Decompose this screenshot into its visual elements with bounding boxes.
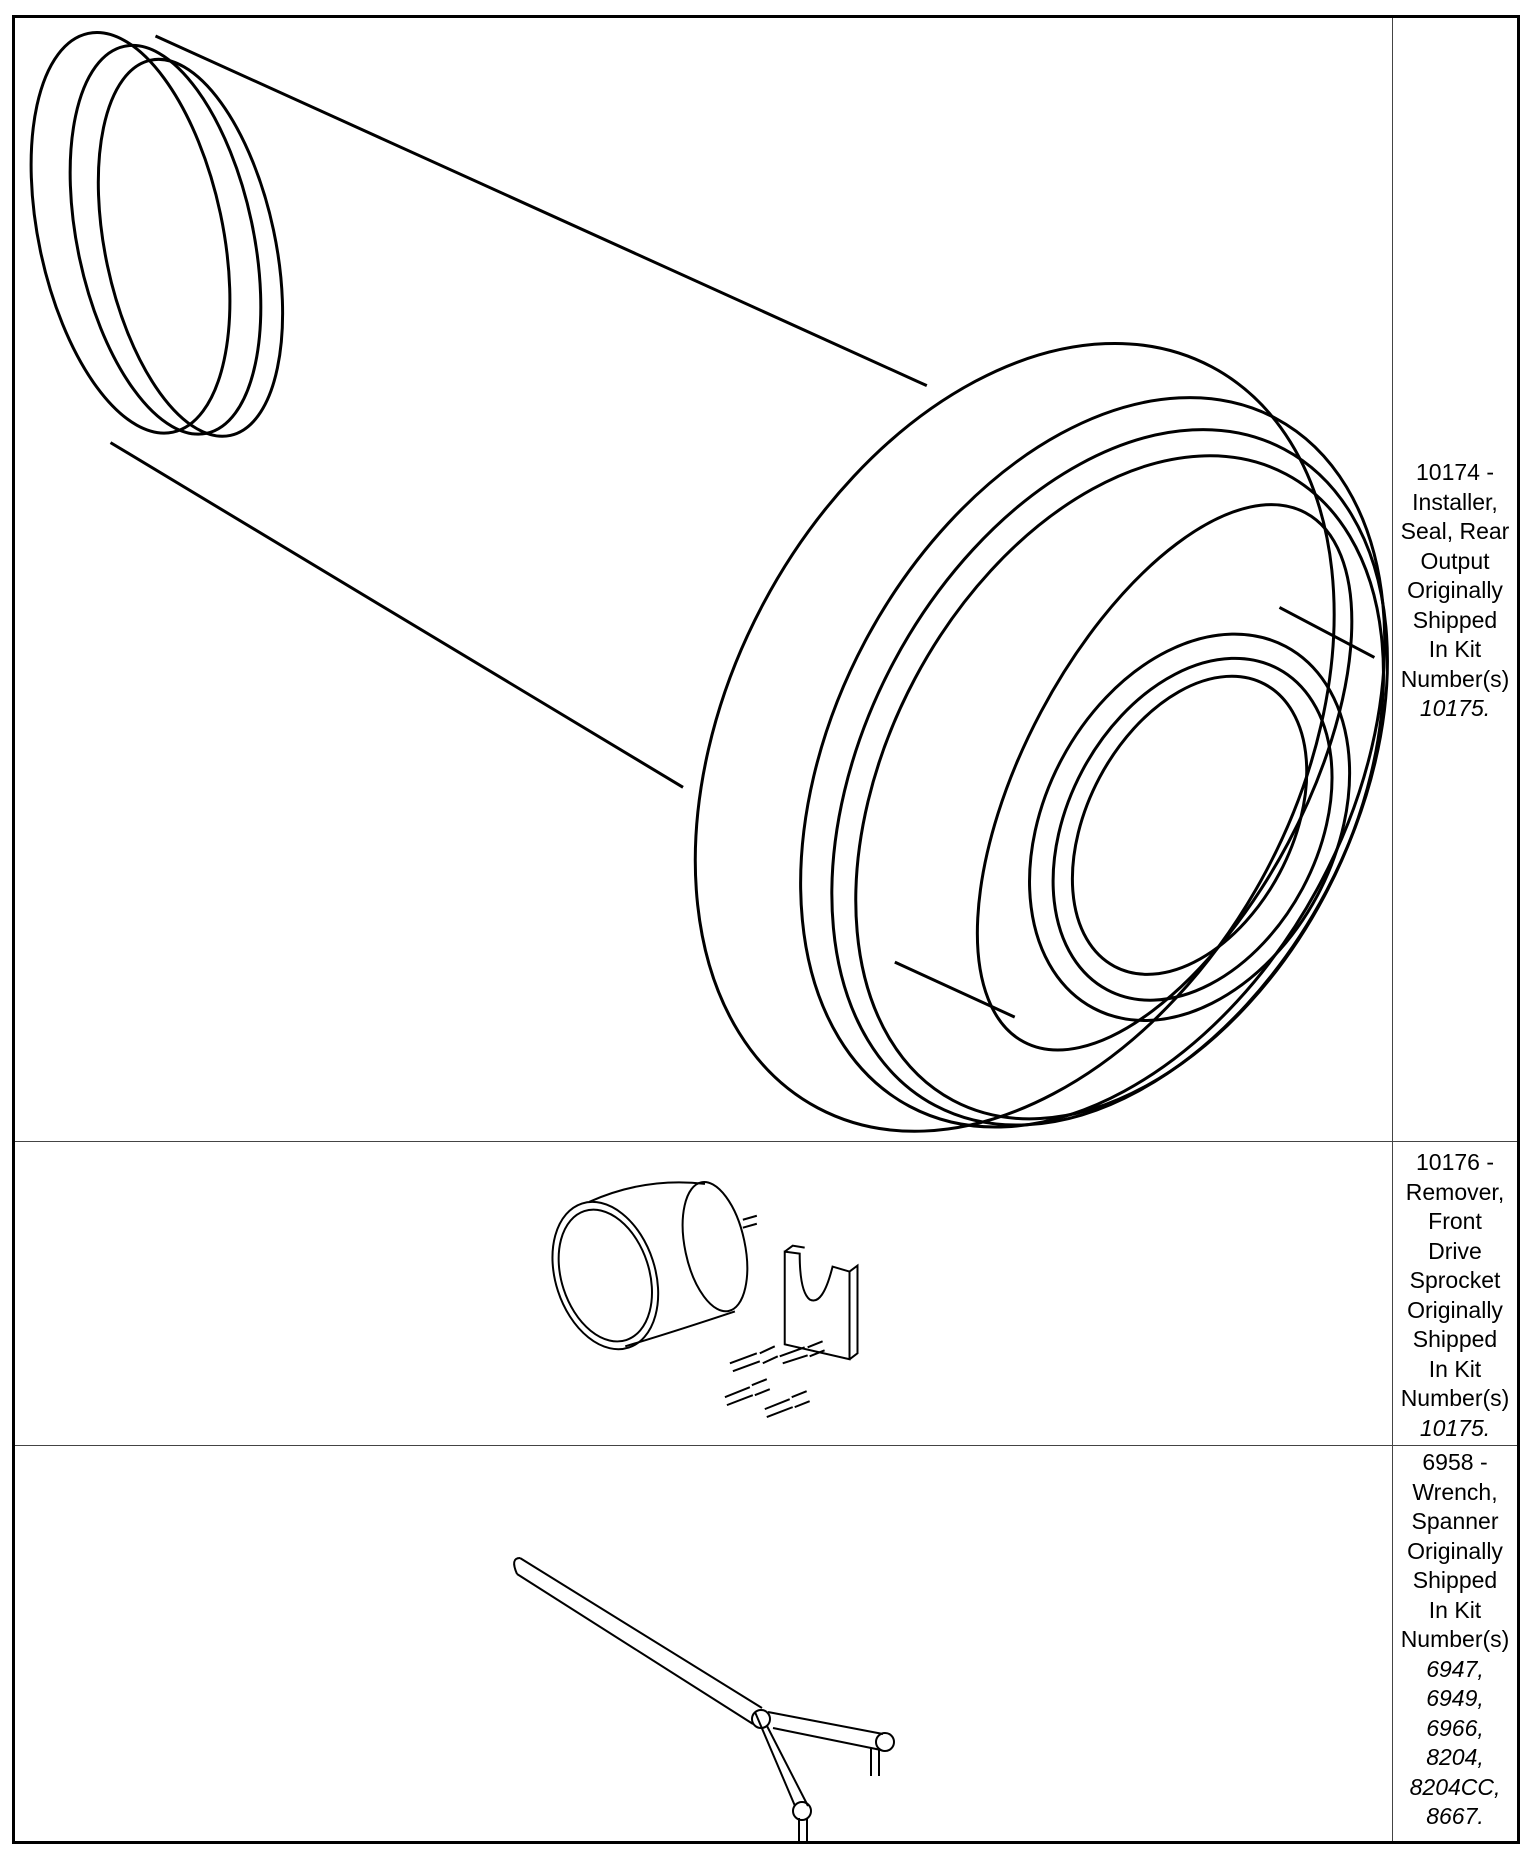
tool-caption-10174 xyxy=(1393,18,1517,1141)
kit-number: 8667. xyxy=(1426,1803,1484,1829)
caption-line: 10174 - xyxy=(1415,459,1494,485)
caption-line: Shipped xyxy=(1412,1567,1498,1593)
caption-line: Installer, xyxy=(1412,488,1498,515)
kit-number: 10175. xyxy=(1419,1414,1491,1441)
kit-number: 6966, xyxy=(1426,1714,1484,1741)
caption-line: In Kit xyxy=(1428,1355,1482,1382)
spanner-wrench-illustration xyxy=(15,1446,1393,1841)
caption-line: 10176 - xyxy=(1415,1149,1494,1175)
sprocket-remover-illustration xyxy=(15,1142,1393,1445)
tool-caption-10176 xyxy=(1393,1142,1517,1445)
caption-line: Number(s) xyxy=(1400,1626,1510,1652)
caption-line: Originally xyxy=(1407,1296,1503,1323)
kit-number: 6947, xyxy=(1426,1655,1484,1682)
caption-line: Number(s) xyxy=(1400,665,1510,692)
caption-line: Drive xyxy=(1428,1237,1482,1264)
caption-line: 6958 - xyxy=(1422,1449,1488,1475)
tool-row-10176 xyxy=(15,1142,1517,1446)
caption-line: Originally xyxy=(1407,1537,1503,1564)
caption-line: Shipped xyxy=(1412,606,1498,633)
caption-line: In Kit xyxy=(1428,636,1482,662)
caption-line: In Kit xyxy=(1428,1596,1482,1623)
tool-row-10174 xyxy=(15,18,1517,1142)
kit-number: 10175. xyxy=(1419,695,1491,721)
kit-number: 8204CC, xyxy=(1409,1773,1501,1800)
tool-row-6958 xyxy=(15,1446,1517,1841)
tool-caption-6958 xyxy=(1393,1446,1517,1841)
caption-line: Spanner xyxy=(1411,1508,1499,1534)
caption-line: Originally xyxy=(1407,577,1503,603)
caption-line: Wrench, xyxy=(1412,1478,1498,1505)
caption-line: Front xyxy=(1428,1208,1482,1234)
caption-line: Output xyxy=(1420,547,1490,574)
caption-line: Shipped xyxy=(1412,1326,1498,1352)
caption-line: Number(s) xyxy=(1400,1385,1510,1411)
caption-line: Sprocket xyxy=(1409,1267,1501,1293)
kit-number: 8204, xyxy=(1426,1744,1484,1770)
special-tools-table xyxy=(12,15,1520,1844)
kit-number: 6949, xyxy=(1426,1685,1484,1711)
caption-line: Seal, Rear xyxy=(1400,518,1510,544)
caption-line: Remover, xyxy=(1405,1178,1505,1205)
seal-installer-illustration xyxy=(15,18,1393,1141)
